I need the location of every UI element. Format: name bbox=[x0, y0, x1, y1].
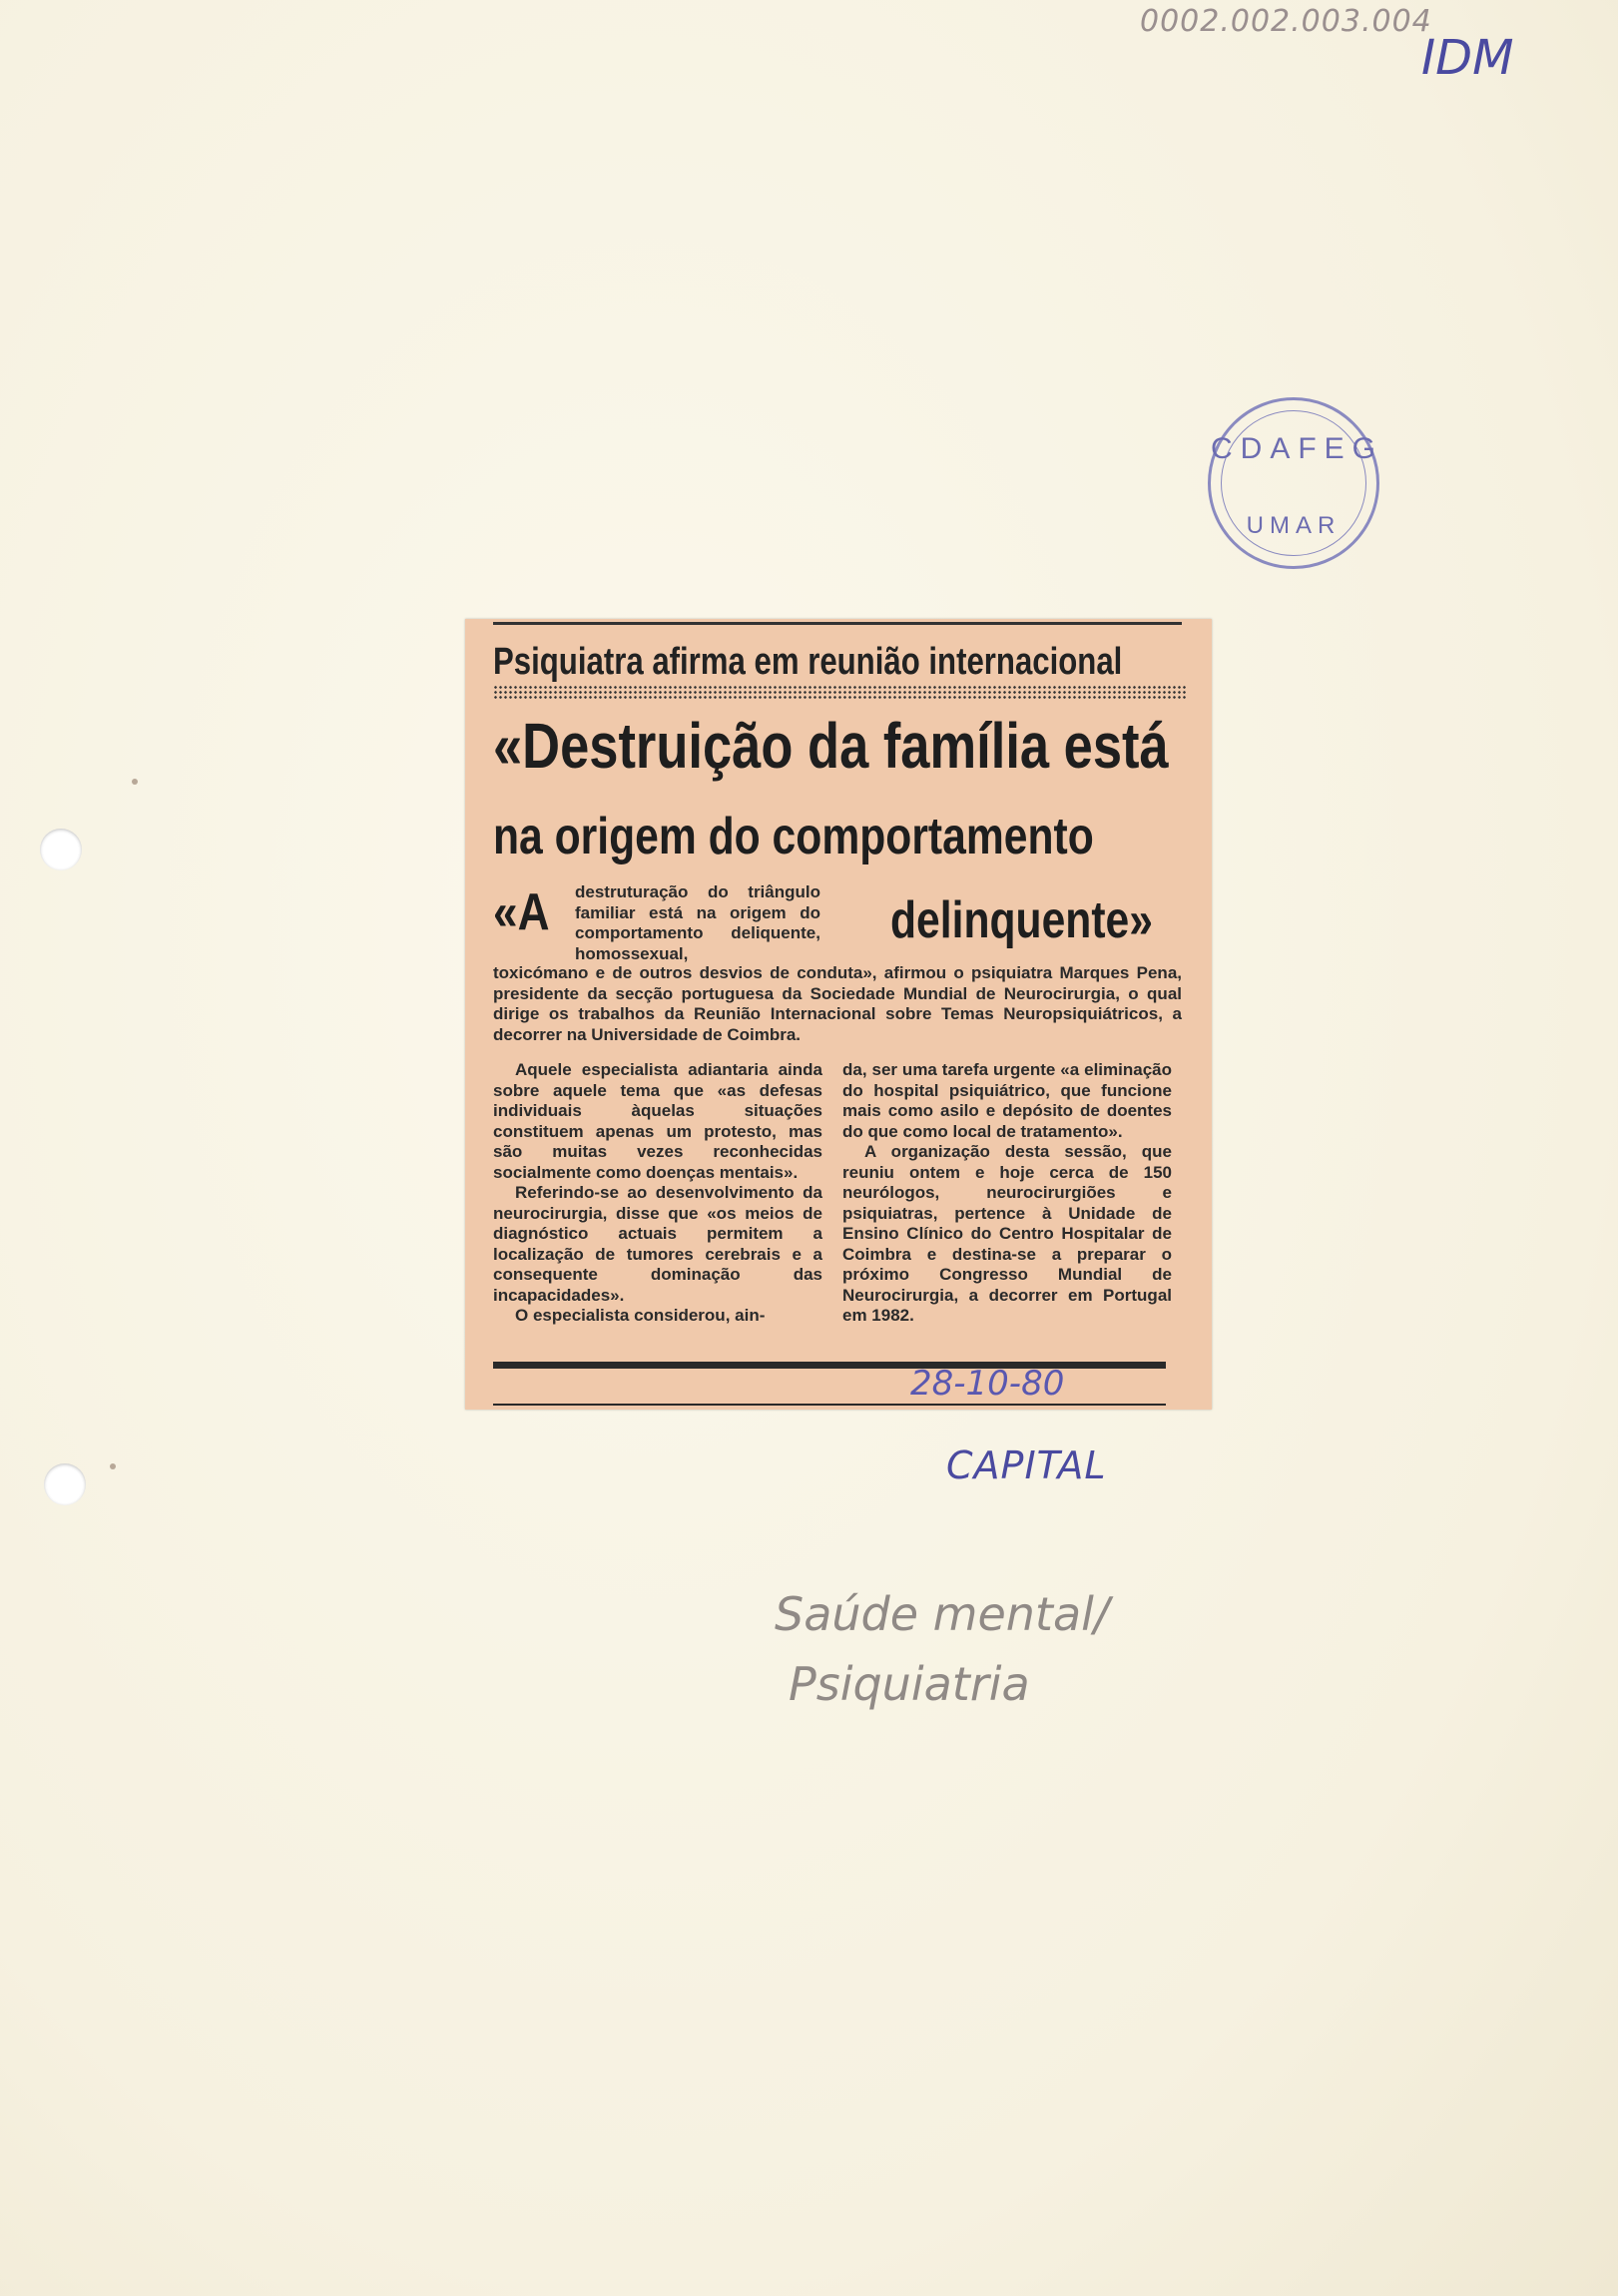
clipping-top-rule bbox=[493, 622, 1182, 625]
archive-stamp bbox=[1208, 397, 1384, 569]
column-1-paragraph: O especialista considerou, ain- bbox=[515, 1306, 766, 1325]
column-1-paragraph: Aquele especialista adiantaria ainda sobre aquele tema que «as defesas individuais àquelas situações constituem apenas um protesto, mas são muitas vezes reconhecidas socialmente como doenças mentais». bbox=[493, 1060, 822, 1182]
paper-speck bbox=[110, 1463, 116, 1469]
headline-line-1: «Destruição da família está bbox=[493, 710, 1169, 782]
lead-paragraph-start: destruturação do triângulo familiar está na origem do comportamento deliquente, homossexual, bbox=[575, 882, 820, 963]
archive-initials: IDM bbox=[1421, 30, 1514, 86]
newspaper-clipping bbox=[465, 619, 1212, 1410]
punch-hole-top bbox=[40, 829, 82, 870]
archive-reference: 0002.002.003.004 bbox=[1140, 4, 1432, 39]
punch-hole-bottom bbox=[44, 1463, 86, 1505]
newspaper-source: CAPITAL bbox=[946, 1443, 1107, 1487]
stamp-bottom-text: UMAR bbox=[1246, 512, 1342, 539]
handwritten-date: 28-10-80 bbox=[910, 1364, 1065, 1404]
lead-paragraph-continued: toxicómano e de outros desvios de conduta», afirmou o psiquiatra Marques Pena, presidente da secção portuguesa da Sociedade Mundial de Neurocirurgia, o qual dirige os trabalhos da Reunião Internacional sobre Temas Neuropsiquiátricos, a decorrer na Universidade de Coimbra. bbox=[493, 963, 1182, 1044]
article-column-2 bbox=[842, 1060, 1172, 1327]
paper-speck bbox=[132, 779, 138, 785]
clipping-bottom-rule-thin bbox=[493, 1404, 1166, 1406]
dotted-rule bbox=[493, 685, 1186, 701]
column-2-paragraph: da, ser uma tarefa urgente «a eliminação do hospital psiquiátrico, que funcione mais como asilo e depósito de doentes do que como local de tratamento». bbox=[842, 1060, 1172, 1141]
clipping-bottom-rule bbox=[493, 1362, 1166, 1369]
topic-note-line-1: Saúde mental/ bbox=[775, 1587, 1110, 1641]
column-2-paragraph: A organização desta sessão, que reuniu ontem e hoje cerca de 150 neurólogos, neurocirurgiões e psiquiatras, pertence à Unidade de Ensino Clínico do Centro Hospitalar de Coimbra e destina-se a preparar o próximo Congresso Mundial de Neurocirurgia, a decorrer em Portugal em 1982. bbox=[842, 1142, 1172, 1325]
article-kicker: Psiquiatra afirma em reunião internacional bbox=[493, 641, 1123, 683]
headline-line-3: delinquente» bbox=[890, 891, 1153, 949]
column-1-paragraph: Referindo-se ao desenvolvimento da neurocirurgia, disse que «os meios de diagnóstico actuais permitem a localização de tumores cerebrais e a consequente dominação das incapacidades». bbox=[493, 1183, 822, 1305]
lead-dropcap: «A bbox=[493, 883, 550, 941]
stamp-top-text: CDAFEG bbox=[1211, 432, 1384, 465]
topic-note-line-2: Psiquiatria bbox=[789, 1657, 1030, 1711]
headline-line-2: na origem do comportamento bbox=[493, 808, 1094, 865]
article-column-1 bbox=[493, 1060, 822, 1327]
